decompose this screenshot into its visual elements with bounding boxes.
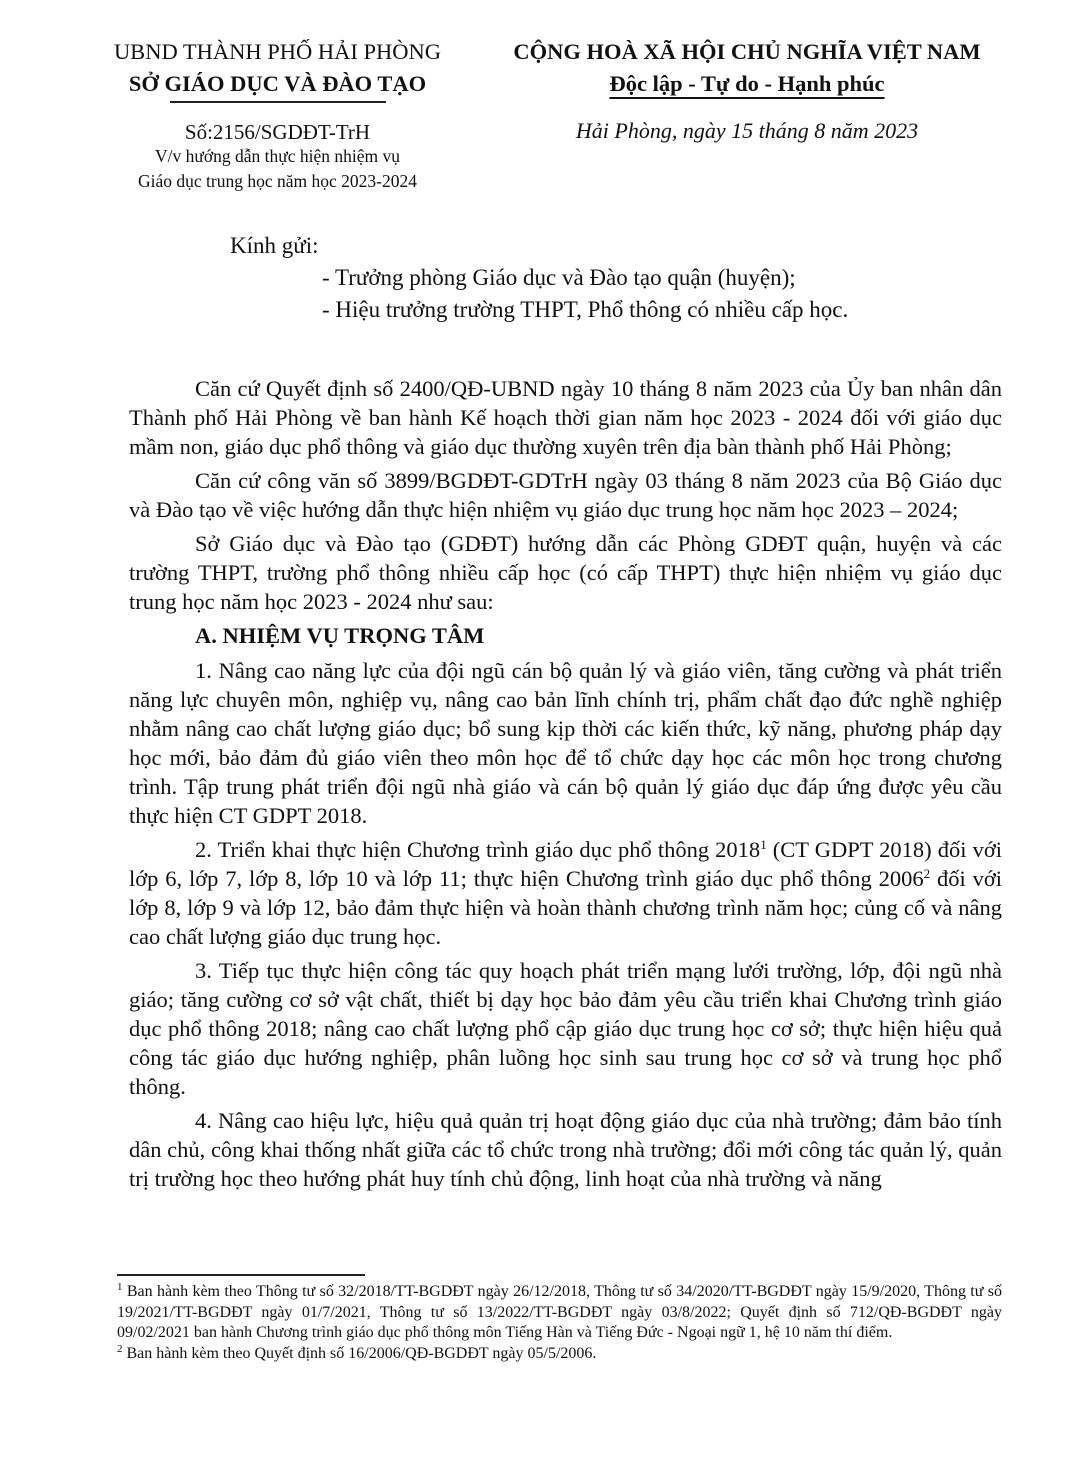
section-heading: A. NHIỆM VỤ TRỌNG TÂM xyxy=(195,623,485,648)
task-item-2-part-c: đối với lớp 8, lớp 9 và lớp 12, bảo đảm thực hiện và hoàn thành chương trình năm học; củng cố và nâng cao chất lượng giáo dục trung học. xyxy=(129,866,1002,949)
footnote-ref-2[interactable]: 2 xyxy=(923,866,931,881)
footnote-ref-1[interactable]: 1 xyxy=(760,837,767,852)
footnote-mark: 1 xyxy=(117,1281,123,1293)
recipient-item: - Hiệu trưởng trường THPT, Phổ thông có nhiều cấp học. xyxy=(322,297,849,322)
subject-line-1: V/v hướng dẫn thực hiện nhiệm vụ xyxy=(155,146,400,166)
document-number: Số:2156/SGDĐT-TrH xyxy=(184,120,371,144)
issuer-block xyxy=(100,36,455,103)
date-line: Hải Phòng, ngày 15 tháng 8 năm 2023 xyxy=(575,118,919,143)
task-item-1: 1. Nâng cao năng lực của đội ngũ cán bộ quản lý và giáo viên, tăng cường và phát triển năng lực chuyên môn, nghiệp vụ, nâng cao bản lĩnh chính trị, phẩm chất đạo đức nghề nghiệp nhằm nâng cao chất lượng giáo dục; bổ sung kịp thời các kiến thức, kỹ năng, phương pháp dạy học mới, bảo đảm đủ giáo viên theo môn học để tổ chức dạy học các môn học trong chương trình. Tập trung phát triển đội ngũ nhà giáo và cán bộ quản lý giáo dục đáp ứng được yêu cầu thực hiện CT GDPT 2018. xyxy=(129,658,1002,828)
issuer-underline xyxy=(170,101,386,103)
task-item-3: 3. Tiếp tục thực hiện công tác quy hoạch phát triển mạng lưới trường, lớp, đội ngũ nhà giáo; tăng cường cơ sở vật chất, thiết bị dạy học bảo đảm yêu cầu triển khai Chương trình giáo dục phổ thông 2018; nâng cao chất lượng phổ cập giáo dục trung học cơ sở; thực hiện hiệu quả công tác giáo dục hướng nghiệp, phân luồng học sinh sau trung học cơ sở và trung học phổ thông. xyxy=(129,958,1002,1099)
footnotes xyxy=(117,1282,1002,1364)
footnote-separator xyxy=(117,1274,365,1276)
task-item-2-part-b: (CT GDPT 2018) đối với lớp 6, lớp 7, lớp 8, lớp 10 và lớp 11; thực hiện Chương trình giáo dục phổ thông 2006 xyxy=(129,837,1002,891)
issuer-authority: UBND THÀNH PHỐ HẢI PHÒNG xyxy=(113,39,442,64)
footnote-mark: 2 xyxy=(117,1342,123,1355)
subject-line-2: Giáo dục trung học năm học 2023-2024 xyxy=(138,171,417,191)
footnote-2 xyxy=(117,1344,1002,1365)
national-title: CỘNG HOÀ XÃ HỘI CHỦ NGHĨA VIỆT NAM xyxy=(513,39,981,64)
national-motto-block xyxy=(492,36,1002,100)
document-subject xyxy=(100,144,455,194)
recipient-item: - Trưởng phòng Giáo dục và Đào tạo quận (huyện); xyxy=(322,265,796,290)
issuer-department: SỞ GIÁO DỤC VÀ ĐÀO TẠO xyxy=(128,71,427,96)
task-item-2 xyxy=(129,835,1002,951)
footnote-text: Ban hành kèm theo Quyết định số 16/2006/QĐ-BGDĐT ngày 05/5/2006. xyxy=(122,1344,597,1362)
body-paragraph: Căn cứ công văn số 3899/BGDĐT-GDTrH ngày 03 tháng 8 năm 2023 của Bộ Giáo dục và Đào tạo về việc hướng dẫn thực hiện nhiệm vụ giáo dục trung học năm học 2023 – 2024; xyxy=(129,468,1002,522)
footnote-1 xyxy=(117,1282,1002,1344)
body-paragraph: Căn cứ Quyết định số 2400/QĐ-UBND ngày 10 tháng 8 năm 2023 của Ủy ban nhân dân Thành phố Hải Phòng về ban hành Kế hoạch thời gian năm học 2023 - 2024 đối với giáo dục mầm non, giáo dục phổ thông và giáo dục thường xuyên trên địa bàn thành phố Hải Phòng; xyxy=(129,376,1002,459)
recipients-label: Kính gửi: xyxy=(230,233,319,258)
document-body xyxy=(129,374,1002,1198)
body-paragraph: Sở Giáo dục và Đào tạo (GDĐT) hướng dẫn các Phòng GDĐT quận, huyện và các trường THPT, trường phổ thông nhiều cấp học (có cấp THPT) thực hiện nhiệm vụ giáo dục trung học năm học 2023 - 2024 như sau: xyxy=(129,531,1002,614)
task-item-2-part-a: 2. Triển khai thực hiện Chương trình giáo dục phổ thông 2018 xyxy=(195,837,761,862)
footnote-text: Ban hành kèm theo Thông tư số 32/2018/TT-BGDĐT ngày 26/12/2018, Thông tư số 34/2020/TT-BGDĐT ngày 15/9/2020, Thông tư số 19/2021/TT-BGDĐT ngày 01/7/2021, Thông tư số 13/2022/TT-BGDĐT ngày 03/8/2022; Quyết định số 712/QĐ-BGDĐT ngày 09/02/2021 ban hành Chương trình giáo dục phổ thông môn Tiếng Hàn và Tiếng Đức - Ngoại ngữ 1, hệ 10 năm thí điểm. xyxy=(117,1283,1002,1341)
national-motto: Độc lập - Tự do - Hạnh phúc xyxy=(609,71,885,96)
task-item-4: 4. Nâng cao hiệu lực, hiệu quả quản trị hoạt động giáo dục của nhà trường; đảm bảo tính dân chủ, công khai thống nhất giữa các tổ chức trong nhà trường; đổi mới công tác quản lý, quản trị trường học theo hướng phát huy tính chủ động, linh hoạt của nhà trường và năng xyxy=(129,1108,1002,1191)
